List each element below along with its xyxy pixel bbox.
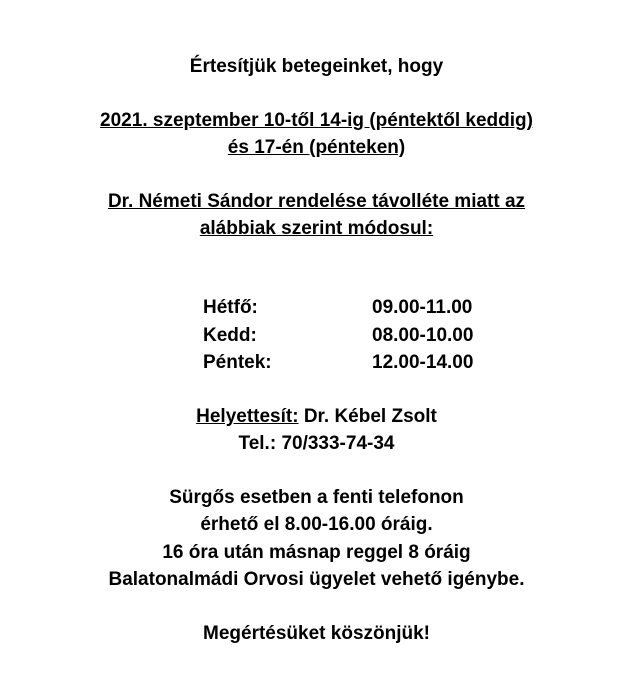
intro-text: Értesítjük betegeinket, hogy bbox=[189, 56, 444, 77]
schedule-time: 09.00-11.00 bbox=[372, 297, 473, 318]
schedule-time: 08.00-10.00 bbox=[372, 325, 474, 346]
substitute-label: Helyettesít: bbox=[196, 406, 299, 427]
period-line-2 bbox=[0, 136, 633, 160]
urgent-line-1: Sürgős esetben a fenti telefonon bbox=[169, 487, 464, 508]
notice-line-1 bbox=[0, 190, 633, 214]
period-text-1: 2021. szeptember 10-től 14-ig (péntektől keddig) bbox=[100, 110, 533, 131]
substitute-name: Dr. Kébel Zsolt bbox=[303, 406, 437, 427]
substitute-phone: Tel.: 70/333-74-34 bbox=[238, 433, 395, 454]
urgent-line-2: érhető el 8.00-16.00 óráig. bbox=[200, 514, 433, 535]
schedule-day: Péntek: bbox=[203, 352, 272, 373]
closing-text: Megértésüket köszönjük! bbox=[203, 623, 430, 644]
substitute-line bbox=[0, 405, 633, 429]
urgent-line-4: Balatonalmádi Orvosi ügyelet vehető igénybe. bbox=[108, 569, 525, 590]
schedule-day: Kedd: bbox=[203, 325, 257, 346]
period-line-1 bbox=[0, 109, 633, 133]
schedule-day: Hétfő: bbox=[203, 297, 258, 318]
notice-text-1: Dr. Németi Sándor rendelése távolléte miatt az bbox=[107, 191, 526, 212]
urgent-line-3: 16 óra után másnap reggel 8 óráig bbox=[162, 542, 471, 563]
period-text-2: és 17-én (pénteken) bbox=[227, 137, 406, 158]
notice-line-2 bbox=[0, 217, 633, 241]
notice-text-2: alábbiak szerint módosul: bbox=[199, 218, 434, 239]
schedule-time: 12.00-14.00 bbox=[372, 352, 474, 373]
